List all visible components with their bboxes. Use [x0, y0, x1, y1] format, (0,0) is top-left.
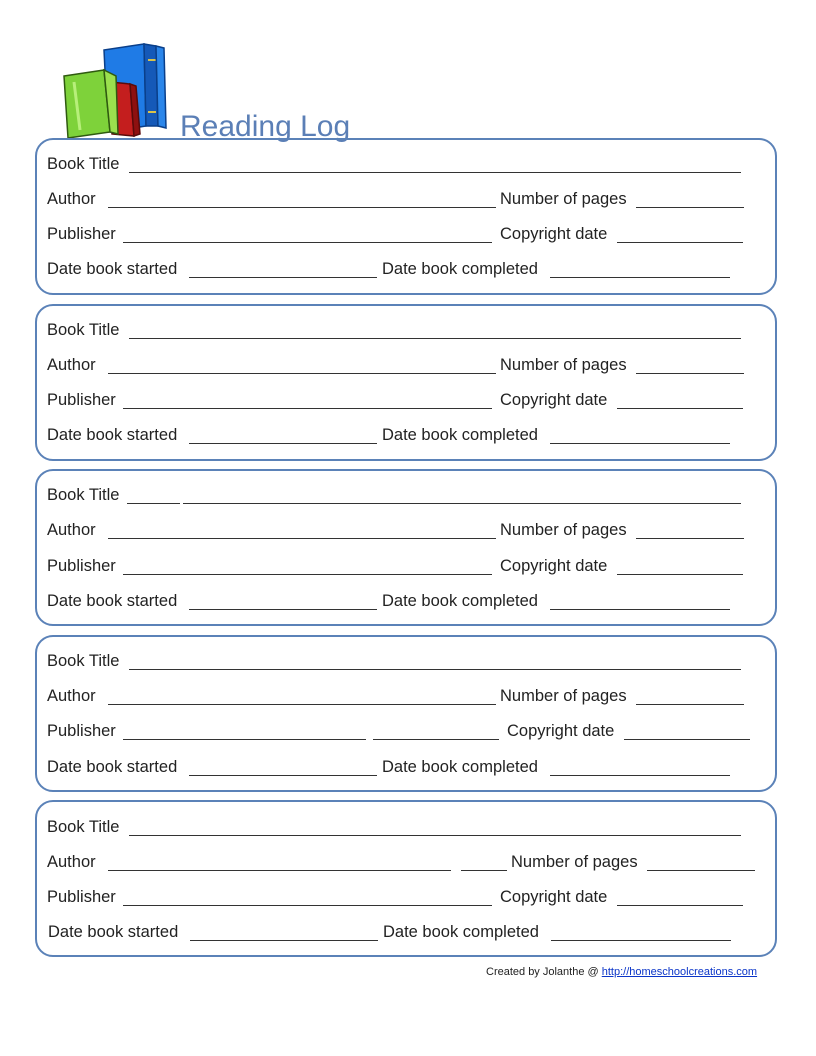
date-completed-label: Date book completed [383, 923, 539, 941]
reading-entry [35, 635, 777, 792]
date-started-label: Date book started [47, 758, 178, 776]
publisher-field[interactable] [123, 725, 366, 740]
date-completed-field[interactable] [551, 926, 731, 941]
footer [486, 966, 757, 978]
publisher-field[interactable] [123, 560, 492, 575]
author-field[interactable] [108, 193, 496, 208]
date-completed-field[interactable] [550, 263, 730, 278]
author-field[interactable] [108, 856, 451, 871]
date-started-label: Date book started [48, 923, 179, 941]
date-completed-label: Date book completed [382, 426, 538, 444]
copyright-date-field[interactable] [617, 228, 743, 243]
date-completed-field[interactable] [550, 595, 730, 610]
book-title-label: Book Title [47, 155, 120, 173]
publisher-label: Publisher [47, 722, 116, 740]
publisher-field[interactable] [123, 394, 492, 409]
author-label: Author [47, 687, 96, 705]
footer-credit: Created by Jolanthe @ [486, 966, 599, 978]
book-title-label: Book Title [47, 321, 120, 339]
copyright-date-label: Copyright date [500, 225, 608, 243]
author-field[interactable] [108, 690, 496, 705]
publisher-extra-field[interactable] [373, 725, 499, 740]
book-title-label: Book Title [47, 818, 120, 836]
reading-entry [35, 800, 777, 957]
book-title-label: Book Title [47, 652, 120, 670]
date-started-field[interactable] [189, 263, 377, 278]
number-of-pages-field[interactable] [636, 690, 744, 705]
number-of-pages-label: Number of pages [500, 190, 627, 208]
footer-link[interactable]: http://homeschoolcreations.com [601, 966, 758, 978]
date-started-field[interactable] [189, 429, 377, 444]
book-title-field[interactable] [129, 324, 741, 339]
publisher-label: Publisher [47, 225, 116, 243]
author-label: Author [47, 521, 96, 539]
book-title-field[interactable] [129, 821, 741, 836]
publisher-field[interactable] [123, 228, 492, 243]
book-title-field[interactable] [129, 655, 741, 670]
number-of-pages-field[interactable] [636, 524, 744, 539]
books-icon [60, 42, 172, 138]
date-completed-label: Date book completed [382, 592, 538, 610]
copyright-date-label: Copyright date [500, 557, 608, 575]
reading-entry [35, 304, 777, 461]
publisher-label: Publisher [47, 557, 116, 575]
reading-entry [35, 469, 777, 626]
book-title-label: Book Title [47, 486, 120, 504]
number-of-pages-label: Number of pages [500, 521, 627, 539]
number-of-pages-field[interactable] [636, 359, 744, 374]
author-field[interactable] [108, 359, 496, 374]
date-started-label: Date book started [47, 260, 178, 278]
date-started-field[interactable] [189, 595, 377, 610]
date-started-field[interactable] [189, 761, 377, 776]
author-extra-field[interactable] [461, 856, 507, 871]
number-of-pages-label: Number of pages [500, 687, 627, 705]
number-of-pages-field[interactable] [636, 193, 744, 208]
copyright-date-field[interactable] [617, 560, 743, 575]
date-started-label: Date book started [47, 592, 178, 610]
publisher-label: Publisher [47, 391, 116, 409]
author-label: Author [47, 190, 96, 208]
date-completed-label: Date book completed [382, 260, 538, 278]
copyright-date-label: Copyright date [507, 722, 615, 740]
date-completed-label: Date book completed [382, 758, 538, 776]
book-title-short-field[interactable] [127, 489, 180, 504]
date-completed-field[interactable] [550, 761, 730, 776]
number-of-pages-label: Number of pages [500, 356, 627, 374]
copyright-date-label: Copyright date [500, 391, 608, 409]
book-title-field[interactable] [129, 158, 741, 173]
date-completed-field[interactable] [550, 429, 730, 444]
number-of-pages-field[interactable] [647, 856, 755, 871]
date-started-field[interactable] [190, 926, 378, 941]
copyright-date-field[interactable] [617, 394, 743, 409]
book-title-field[interactable] [183, 489, 741, 504]
author-label: Author [47, 356, 96, 374]
date-started-label: Date book started [47, 426, 178, 444]
reading-entry [35, 138, 777, 295]
page-title: Reading Log [180, 110, 351, 143]
copyright-date-label: Copyright date [500, 888, 608, 906]
author-field[interactable] [108, 524, 496, 539]
publisher-field[interactable] [123, 891, 492, 906]
copyright-date-field[interactable] [617, 891, 743, 906]
publisher-label: Publisher [47, 888, 116, 906]
copyright-date-field[interactable] [624, 725, 750, 740]
author-label: Author [47, 853, 96, 871]
number-of-pages-label: Number of pages [511, 853, 638, 871]
